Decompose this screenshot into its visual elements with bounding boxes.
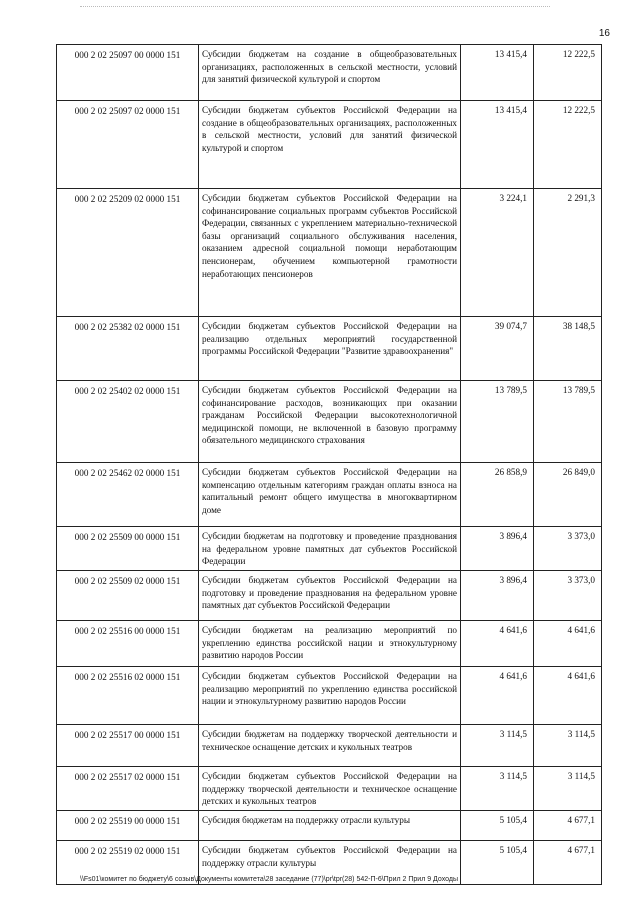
table-row <box>57 463 602 527</box>
value-actual-cell: 2 291,3 <box>534 189 602 317</box>
code-cell: 000 2 02 25209 02 0000 151 <box>57 189 199 317</box>
table-row <box>57 725 602 767</box>
description-cell: Субсидии бюджетам субъектов Российской Федерации на реализацию отдельных мероприятий государственной программы Российской Федерации "Развитие здравоохранения" <box>199 317 461 381</box>
code-cell: 000 2 02 25516 02 0000 151 <box>57 667 199 725</box>
description-cell: Субсидии бюджетам субъектов Российской Федерации на создание в общеобразовательных организациях, расположенных в сельской местности, условий для занятий физической культурой и спортом <box>199 101 461 189</box>
value-actual-cell: 26 849,0 <box>534 463 602 527</box>
table-row <box>57 527 602 571</box>
value-plan-cell: 3 114,5 <box>461 725 534 767</box>
table-row <box>57 101 602 189</box>
table-row <box>57 571 602 621</box>
description-cell: Субсидии бюджетам субъектов Российской Федерации на поддержку отрасли культуры <box>199 841 461 885</box>
page-number: 16 <box>598 28 610 39</box>
description-cell: Субсидии бюджетам на поддержку творческой деятельности и техническое оснащение детских и кукольных театров <box>199 725 461 767</box>
file-path-footer: \\Fs01\комитет по бюджету\6 созыв\Документы комитета\28 заседание (77)\pr\tpr(28) 542-П-6\Прил 2 Прил 9 Доходы <box>80 876 458 883</box>
description-cell: Субсидии бюджетам субъектов Российской Федерации на софинансирование расходов, возникающих при оказании гражданам Российской Федерации высокотехнологичной медицинской помощи, не включенной в базовую программу обязательного медицинского страхования <box>199 381 461 463</box>
value-actual-cell: 3 373,0 <box>534 527 602 571</box>
value-plan-cell: 26 858,9 <box>461 463 534 527</box>
code-cell: 000 2 02 25097 02 0000 151 <box>57 101 199 189</box>
value-actual-cell: 4 641,6 <box>534 667 602 725</box>
table-row <box>57 621 602 667</box>
description-cell: Субсидии бюджетам субъектов Российской Федерации на поддержку творческой деятельности и техническое оснащение детских и кукольных театров <box>199 767 461 811</box>
value-actual-cell: 38 148,5 <box>534 317 602 381</box>
value-actual-cell: 3 114,5 <box>534 725 602 767</box>
code-cell: 000 2 02 25509 02 0000 151 <box>57 571 199 621</box>
code-cell: 000 2 02 25382 02 0000 151 <box>57 317 199 381</box>
value-plan-cell: 4 641,6 <box>461 621 534 667</box>
value-plan-cell: 3 896,4 <box>461 527 534 571</box>
value-actual-cell: 4 641,6 <box>534 621 602 667</box>
description-cell: Субсидии бюджетам субъектов Российской Федерации на реализацию мероприятий по укреплению единства российской нации и этнокультурному развитию народов России <box>199 667 461 725</box>
code-cell: 000 2 02 25516 00 0000 151 <box>57 621 199 667</box>
value-plan-cell: 3 224,1 <box>461 189 534 317</box>
value-actual-cell: 4 677,1 <box>534 841 602 885</box>
value-plan-cell: 3 114,5 <box>461 767 534 811</box>
description-cell: Субсидии бюджетам субъектов Российской Федерации на компенсацию отдельным категориям граждан оплаты взноса на капитальный ремонт общего имущества в многоквартирном доме <box>199 463 461 527</box>
table-row <box>57 381 602 463</box>
value-plan-cell: 39 074,7 <box>461 317 534 381</box>
table-row <box>57 667 602 725</box>
description-cell: Субсидии бюджетам на реализацию мероприятий по укреплению единства российской нации и этнокультурному развитию народов России <box>199 621 461 667</box>
value-plan-cell: 3 896,4 <box>461 571 534 621</box>
description-cell: Субсидия бюджетам на поддержку отрасли культуры <box>199 811 461 841</box>
code-cell: 000 2 02 25519 00 0000 151 <box>57 811 199 841</box>
value-actual-cell: 3 114,5 <box>534 767 602 811</box>
table-row <box>57 767 602 811</box>
description-cell: Субсидии бюджетам на создание в общеобразовательных организациях, расположенных в сельской местности, условий для занятий физической культурой и спортом <box>199 45 461 101</box>
value-actual-cell: 13 789,5 <box>534 381 602 463</box>
value-plan-cell: 4 641,6 <box>461 667 534 725</box>
value-plan-cell: 5 105,4 <box>461 811 534 841</box>
code-cell: 000 2 02 25097 00 0000 151 <box>57 45 199 101</box>
description-cell: Субсидии бюджетам на подготовку и проведение празднования на федеральном уровне памятных дат субъектов Российской Федерации <box>199 527 461 571</box>
value-actual-cell: 4 677,1 <box>534 811 602 841</box>
value-plan-cell: 13 415,4 <box>461 101 534 189</box>
revenue-table <box>56 44 602 885</box>
code-cell: 000 2 02 25517 02 0000 151 <box>57 767 199 811</box>
description-cell: Субсидии бюджетам субъектов Российской Федерации на подготовку и проведение празднования на федеральном уровне памятных дат субъектов Российской Федерации <box>199 571 461 621</box>
code-cell: 000 2 02 25509 00 0000 151 <box>57 527 199 571</box>
code-cell: 000 2 02 25402 02 0000 151 <box>57 381 199 463</box>
code-cell: 000 2 02 25462 02 0000 151 <box>57 463 199 527</box>
value-actual-cell: 12 222,5 <box>534 45 602 101</box>
value-actual-cell: 12 222,5 <box>534 101 602 189</box>
value-actual-cell: 3 373,0 <box>534 571 602 621</box>
table-row <box>57 317 602 381</box>
table-row <box>57 189 602 317</box>
value-plan-cell: 5 105,4 <box>461 841 534 885</box>
description-cell: Субсидии бюджетам субъектов Российской Федерации на софинансирование социальных программ субъектов Российской Федерации, связанных с укреплением материально-технической базы организаций социального обслуживания населения, оказанием адресной социальной помощи неработающим пенсионерам, обучением компьютерной грамотности неработающих пенсионеров <box>199 189 461 317</box>
code-cell: 000 2 02 25517 00 0000 151 <box>57 725 199 767</box>
table-row <box>57 811 602 841</box>
value-plan-cell: 13 415,4 <box>461 45 534 101</box>
value-plan-cell: 13 789,5 <box>461 381 534 463</box>
code-cell: 000 2 02 25519 02 0000 151 <box>57 841 199 885</box>
table-row <box>57 45 602 101</box>
scan-artifact-line <box>80 6 550 9</box>
